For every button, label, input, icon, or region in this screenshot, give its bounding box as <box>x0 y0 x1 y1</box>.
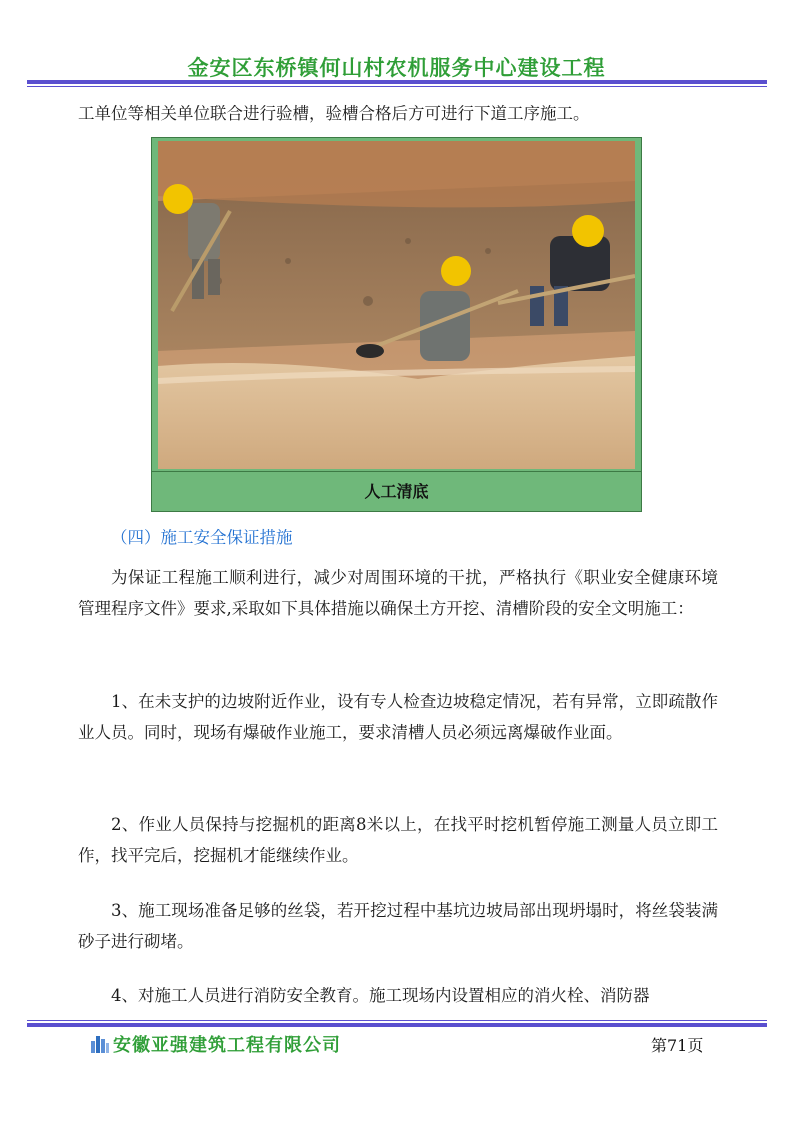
header-rule <box>27 80 767 87</box>
figure-table <box>151 137 642 512</box>
footer-company: 安徽亚强建筑工程有限公司 <box>113 1035 341 1056</box>
section-heading: （四）施工安全保证措施 <box>111 528 293 547</box>
building-logo-icon <box>90 1033 110 1053</box>
paragraph-item-1: 1、在未支护的边坡附近作业，设有专人检查边坡稳定情况，若有异常，立即疏散作业人员。同时，现场有爆破作业施工，要求清槽人员必须远离爆破作业面。 <box>78 692 718 742</box>
paragraph-item-3: 3、施工现场准备足够的丝袋，若开挖过程中基坑边坡局部出现坍塌时，将丝袋装满砂子进行砌堵。 <box>78 901 718 951</box>
page-number: 第71页 <box>651 1036 704 1055</box>
intro-line: 工单位等相关单位联合进行验槽，验槽合格后方可进行下道工序施工。 <box>78 104 590 123</box>
footer-rule <box>27 1020 767 1027</box>
trench-workers-photo <box>158 141 635 469</box>
figure-caption: 人工清底 <box>152 471 641 512</box>
paragraph-item-2: 2、作业人员保持与挖掘机的距离8米以上，在找平时挖机暂停施工测量人员立即工作，找平完后，挖掘机才能继续作业。 <box>78 815 718 865</box>
header-title: 金安区东桥镇何山村农机服务中心建设工程 <box>187 56 606 80</box>
paragraph-item-4: 4、对施工人员进行消防安全教育。施工现场内设置相应的消火栓、消防器 <box>111 986 650 1005</box>
paragraph-intro: 为保证工程施工顺利进行，减少对周围环境的干扰，严格执行《职业安全健康环境管理程序文件》要求,采取如下具体措施以确保土方开挖、清槽阶段的安全文明施工： <box>78 568 718 618</box>
